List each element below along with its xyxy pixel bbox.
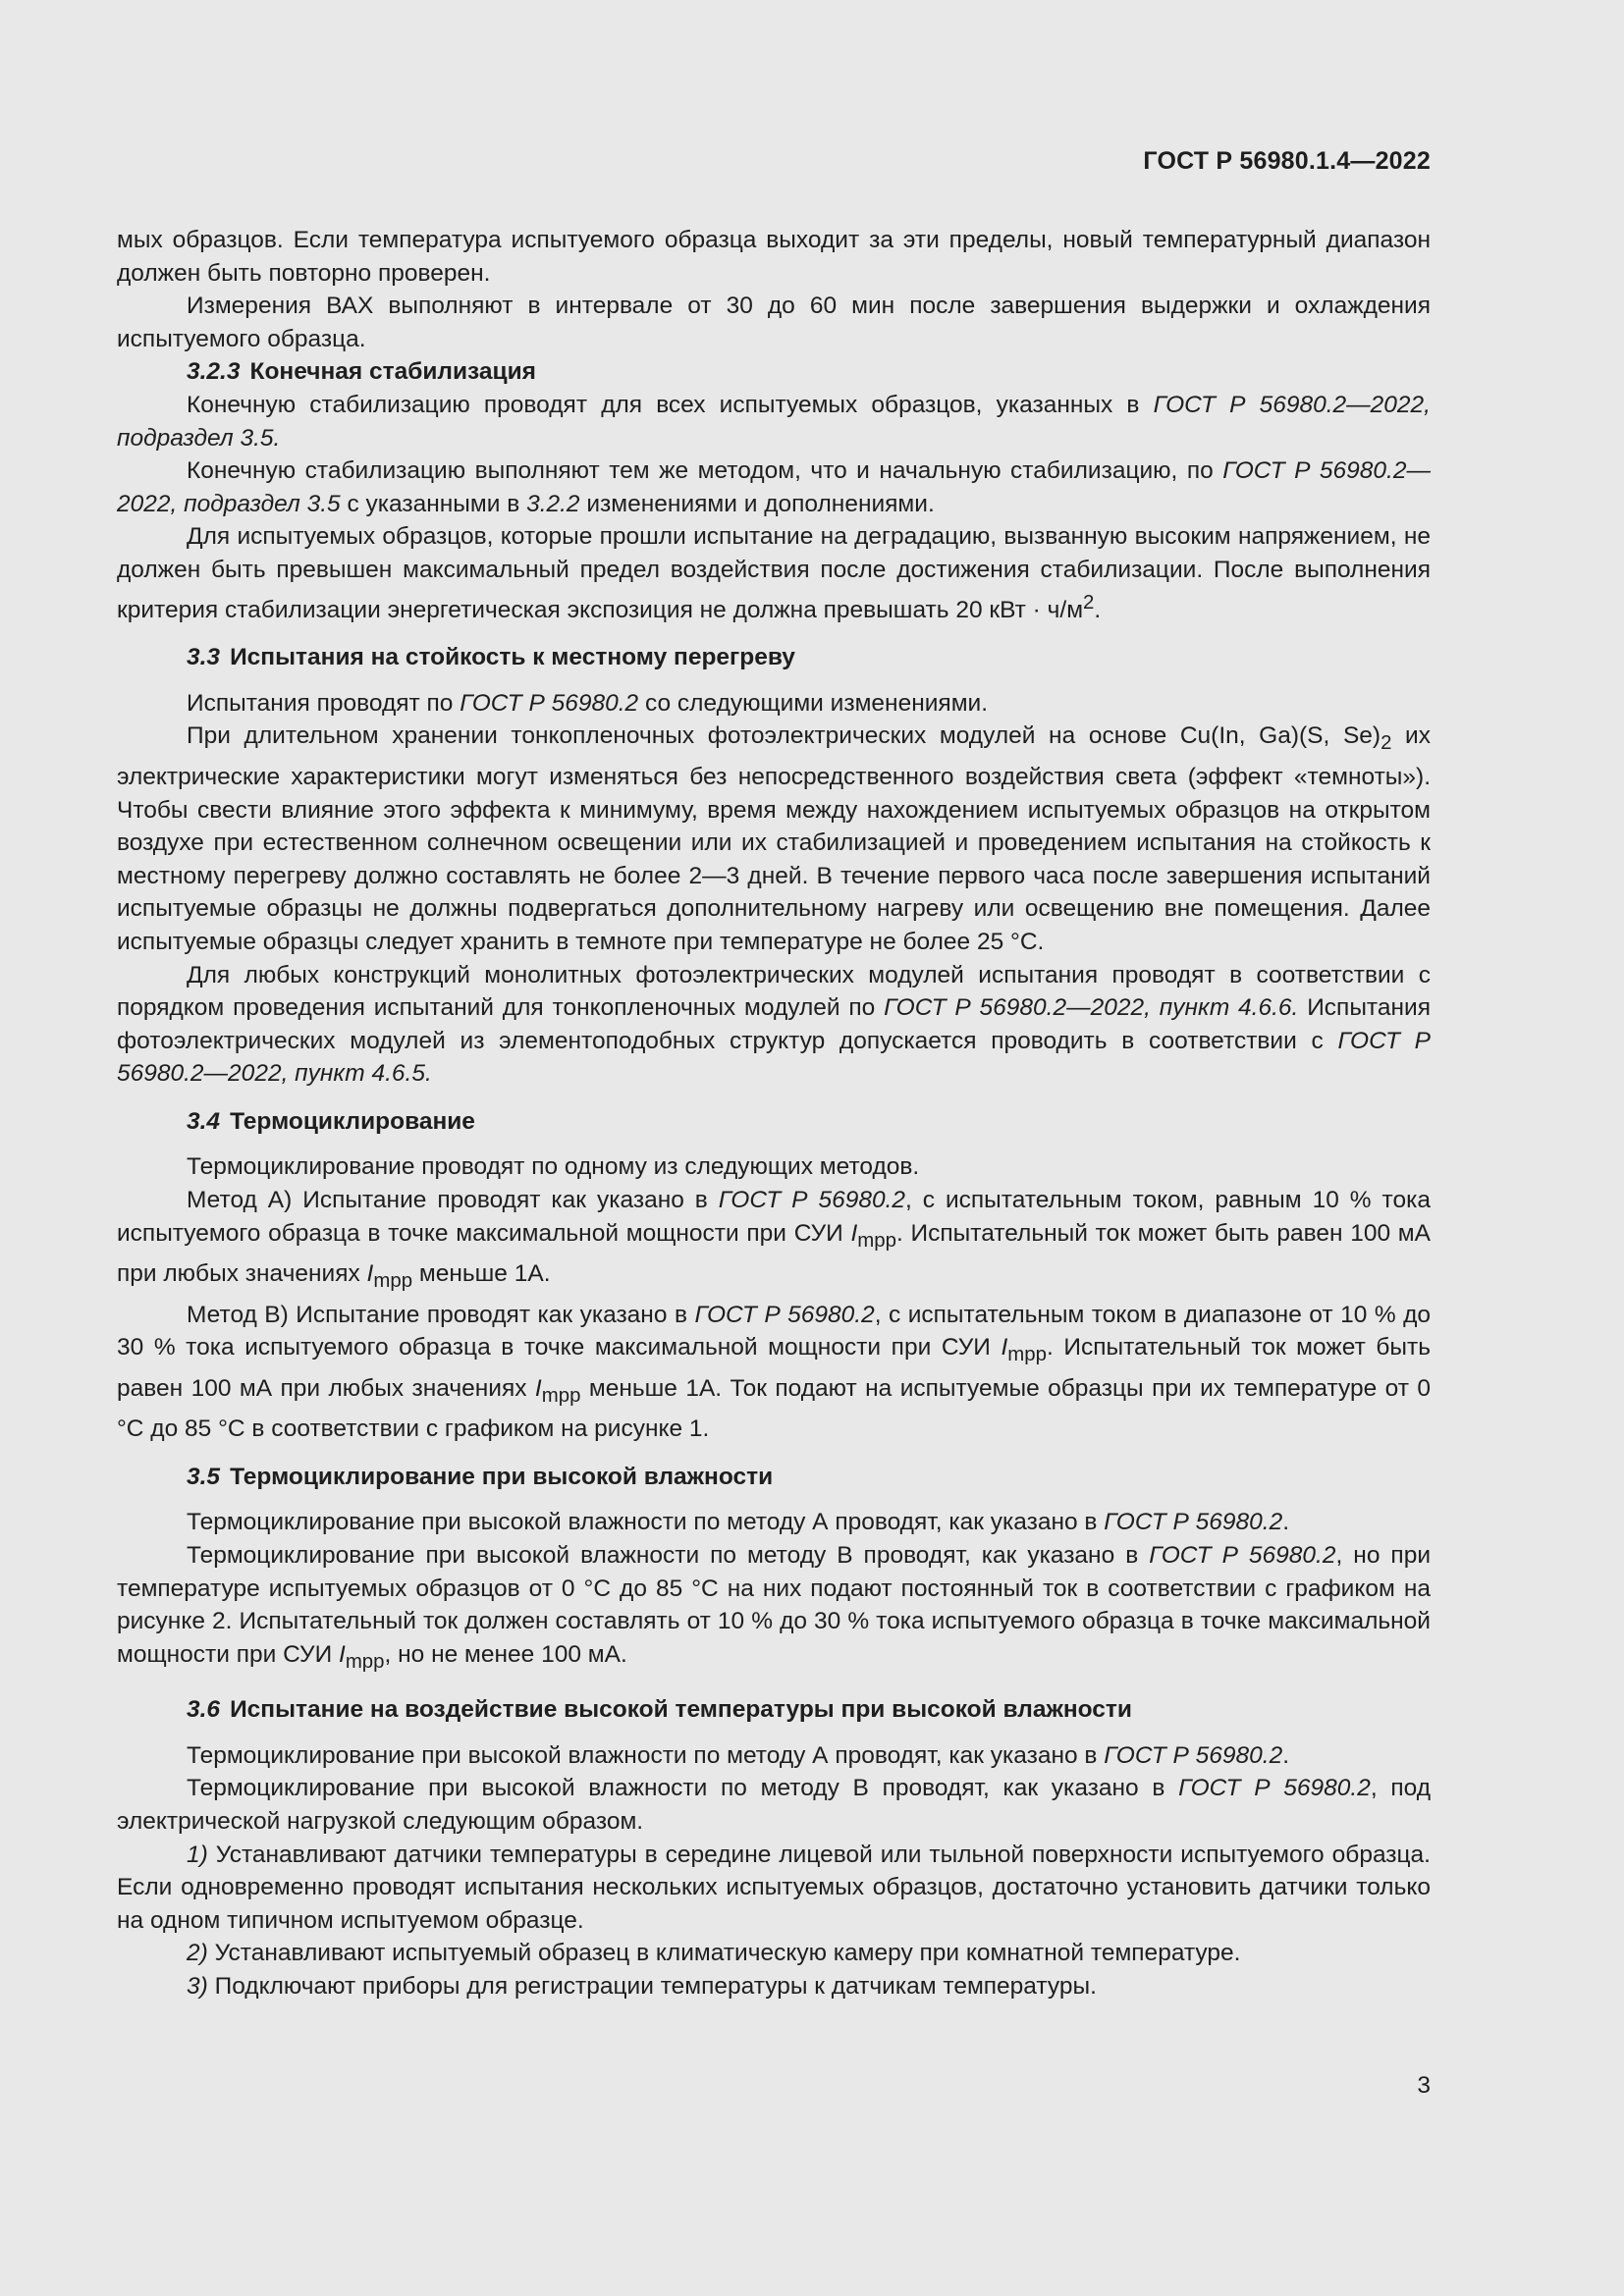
section-number: 3.5 [187,1463,221,1490]
paragraph: Конечную стабилизацию проводят для всех испытуемых образцов, указанных в ГОСТ Р 56980.2—2022, подраздел 3.5. [117,391,1431,452]
standard-reference: ГОСТ Р 56980.2 [1178,1775,1371,1802]
current-symbol: I [339,1640,346,1668]
section-title: Термоциклирование [230,1107,475,1135]
subscript: mpp [373,1270,413,1293]
section-title: Термоциклирование при высокой влажности [230,1463,774,1490]
section-heading-3-5 [117,1461,1431,1494]
section-heading-3-2-3 [117,355,1431,389]
current-symbol: I [1001,1334,1008,1362]
standard-reference: ГОСТ Р 56980.2 [718,1187,906,1214]
section-heading-3-6 [117,1693,1431,1727]
paragraph: Метод В) Испытание проводят как указано в ГОСТ Р 56980.2, с испытательным током в диапазоне от 10 % до 30 % тока испытуемого образца в точке максимальной мощности при СУИ $I_{mpp}$. Испытательный ток может быть равен 100 мА при любых значениях $I_{mpp}$ меньше 1А. Ток подают на испытуемые образцы при их температуре от 0 °С до 85 °С в соответствии с графиком на рисунке 1. [117,1301,1432,1443]
section-number: 3.4 [187,1107,221,1135]
section-number: 3.2.3 [187,358,241,386]
standard-reference: ГОСТ Р 56980.2 [460,689,639,717]
list-number: 1) [187,1841,208,1868]
paragraph: Термоциклирование при высокой влажности по методу В проводят, как указано в ГОСТ Р 56980.2, под электрической нагрузкой следующим образом. [117,1775,1432,1836]
subscript: mpp [857,1229,896,1252]
paragraph: Термоциклирование при высокой влажности по методу В проводят, как указано в ГОСТ Р 56980.2, но при температуре испытуемых образцов от 0 °С до 85 °С на них подают постоянный ток в соответствии с графиком на рисунке 2. Испытательный ток должен составлять от 10 % до 30 % тока испытуемого образца в точке максимальной мощности при СУИ $I_{mpp}$, но не менее 100 мА. [117,1541,1432,1673]
section-title: Испытание на воздействие высокой температуры при высокой влажности [230,1696,1132,1724]
clause-reference: 3.2.2 [526,490,580,517]
section-heading-3-4 [117,1105,1431,1139]
standard-reference: ГОСТ Р 56980.2—2022, пункт 4.6.5. [117,1027,1431,1088]
standard-reference: ГОСТ Р 56980.2 [1149,1541,1336,1569]
list-number: 2) [187,1940,208,1967]
subscript: mpp [1007,1344,1047,1366]
standard-reference: ГОСТ Р 56980.2 [694,1301,875,1328]
subscript: 2 [1380,732,1392,755]
document-body [117,224,1431,2003]
section-title: Конечная стабилизация [249,358,536,386]
list-item: 3) Подключают приборы для регистрации температуры к датчикам температуры. [187,1973,1097,2000]
paragraph: Термоциклирование проводят по одному из следующих методов. [187,1153,920,1181]
paragraph: Метод А) Испытание проводят как указано в ГОСТ Р 56980.2, с испытательным током, равным 10 % тока испытуемого образца в точке максимальной мощности при СУИ $I_{mpp}$. Испытательный ток может быть равен 100 мА при любых значениях $I_{mpp}$ меньше 1А. [117,1187,1431,1293]
paragraph: Для любых конструкций монолитных фотоэлектрических модулей испытания проводят в соответствии с порядком проведения испытаний для тонкопленочных модулей по ГОСТ Р 56980.2—2022, пункт 4.6.6. Испытания фотоэлектрических модулей из элементоподобных структур допускается проводить в соответствии с ГОСТ Р 56980.2—2022, пункт 4.6.5. [117,961,1431,1088]
paragraph: Испытания проводят по ГОСТ Р 56980.2 со следующими изменениями. [187,689,989,717]
section-number: 3.3 [187,644,221,671]
list-item: 2) Устанавливают испытуемый образец в климатическую камеру при комнатной температуре. [187,1940,1241,1967]
section-number: 3.6 [187,1696,221,1724]
paragraph: Для испытуемых образцов, которые прошли испытание на деградацию, вызванную высоким напряжением, не должен быть превышен максимальный предел воздействия после достижения стабилизации. После выполнения критерия стабилизации энергетическая экспозиция не должна превышать 20 кВт · $ч/м^2$. [117,523,1431,623]
paragraph: Термоциклирование при высокой влажности по методу А проводят, как указано в ГОСТ Р 56980.2. [187,1741,1290,1769]
paragraph: При длительном хранении тонкопленочных фотоэлектрических модулей на основе Cu(In, Ga)(S, $Se)_2$ их электрические характеристики могут изменяться без непосредственного воздействия света (эффект «темноты»). Чтобы свести влияние этого эффекта к минимуму, время между нахождением испытуемых образцов на открытом воздухе при естественном солнечном освещении или их стабилизацией и проведением испытания на стойкость к местному перегреву должно составлять не более 2—3 дней. В течение первого часа после завершения испытаний испытуемые образцы не должны подвергаться дополнительному нагреву или освещению вне помещения. Далее испытуемые образцы следует хранить в темноте при температуре не более 25 °С. [117,722,1431,955]
paragraph: Конечную стабилизацию выполняют тем же методом, что и начальную стабилизацию, по ГОСТ Р 56980.2—2022, подраздел 3.5 с указанными в 3.2.2 изменениями и дополнениями. [117,457,1431,517]
paragraph: мых образцов. Если температура испытуемого образца выходит за эти пределы, новый температурный диапазон должен быть повторно проверен. [117,227,1431,287]
current-symbol: I [850,1219,858,1247]
current-symbol: I [534,1374,542,1402]
standard-reference: ГОСТ Р 56980.2 [1104,1509,1283,1536]
document-header: ГОСТ Р 56980.1.4—2022 [1143,147,1431,175]
subscript: mpp [541,1384,581,1407]
standard-reference: ГОСТ Р 56980.2—2022, подраздел 3.5. [117,391,1431,452]
standard-reference: ГОСТ Р 56980.2 [1104,1741,1283,1769]
page-number: 3 [1417,2072,1431,2099]
superscript: 2 [1083,591,1095,614]
paragraph: Измерения ВАХ выполняют в интервале от 30 до 60 мин после завершения выдержки и охлаждения испытуемого образца. [117,293,1431,352]
paragraph: Термоциклирование при высокой влажности по методу А проводят, как указано в ГОСТ Р 56980.2. [187,1509,1290,1536]
list-item: 1) Устанавливают датчики температуры в середине лицевой или тыльной поверхности испытуемого образца. Если одновременно проводят испытания нескольких испытуемых образцов, достаточно установить датчики только на одном типичном испытуемом образце. [117,1841,1431,1934]
standard-reference: ГОСТ Р 56980.2—2022, подраздел 3.5 [117,457,1431,517]
section-heading-3-3 [117,641,1431,674]
standard-reference: ГОСТ Р 56980.2—2022, пункт 4.6.6. [884,994,1299,1022]
current-symbol: I [366,1260,374,1288]
subscript: mpp [345,1650,385,1673]
section-title: Испытания на стойкость к местному перегреву [230,644,795,671]
list-number: 3) [187,1973,208,2000]
